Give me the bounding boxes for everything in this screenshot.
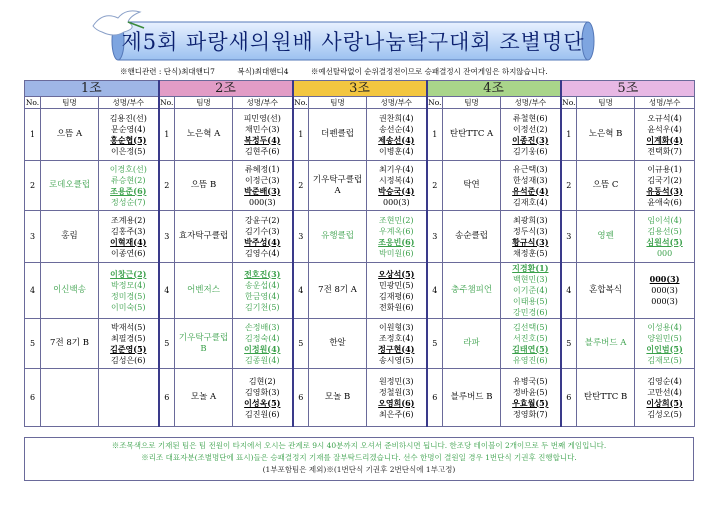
team-name: 유행클럽 <box>309 211 367 263</box>
col-members-header: 성명/부수 <box>501 97 561 109</box>
team-name: 충주챔피언 <box>443 263 501 319</box>
member-name: 000(3) <box>248 197 276 207</box>
col-team-header: 팀명 <box>309 97 367 109</box>
member-name: 김현(2) <box>248 376 276 386</box>
row-number: 1 <box>25 109 41 161</box>
member-name: 조용준(6) <box>110 185 147 196</box>
member-name: 이병훈(4) <box>379 146 414 156</box>
row-number: 1 <box>427 109 443 161</box>
member-name: 고만선(4) <box>647 387 682 397</box>
member-name: 이정근(3) <box>245 175 280 185</box>
row-number: 3 <box>159 211 175 263</box>
member-name: 정성순(7) <box>111 197 146 207</box>
col-no-header: No. <box>160 98 174 107</box>
team-name: 기우탁구클럽 A <box>309 161 367 211</box>
member-name: 김성오(5) <box>647 409 682 419</box>
member-name: 이계화(4) <box>646 134 683 145</box>
footer-line-1: ※조목색으로 기재된 팀은 팀 전원이 타지에서 오시는 관계로 9시 40분까지 오셔서 준비하시면 됩니다. 한조당 테이블이 2개이므로 두 번째 게임입니다. <box>111 441 607 450</box>
member-name: 황규식(3) <box>512 236 549 247</box>
member-name: 유병국(5) <box>513 376 548 386</box>
member-list <box>501 161 561 211</box>
member-name: 이원형(3) <box>379 322 414 332</box>
member-list <box>501 109 561 161</box>
group-5-header: 5조 <box>561 81 695 97</box>
footer-notes <box>24 437 694 481</box>
row-number: 2 <box>159 161 175 211</box>
dove-icon <box>88 6 148 42</box>
member-name: 오영희(6) <box>378 397 415 408</box>
member-list <box>99 211 159 263</box>
title-banner <box>108 18 598 64</box>
row-number: 1 <box>159 109 175 161</box>
row-number: 2 <box>293 161 309 211</box>
member-name: 정바윤(5) <box>513 387 548 397</box>
row-number: 3 <box>561 211 577 263</box>
table-row <box>25 109 695 161</box>
member-name: 유동석(3) <box>646 185 683 196</box>
member-name: 김성은(6) <box>111 355 146 365</box>
member-name: 임이석(4) <box>647 215 682 225</box>
member-list <box>635 211 695 263</box>
member-name: 손정배(3) <box>245 322 280 332</box>
member-list <box>367 109 427 161</box>
team-name: 더펜클럽 <box>309 109 367 161</box>
team-name: 이신백송 <box>41 263 99 319</box>
team-name: 탁연 <box>443 161 501 211</box>
member-name: 윤석우(4) <box>647 124 682 134</box>
member-list <box>367 211 427 263</box>
member-name: 박승국(4) <box>378 185 415 196</box>
col-no-header: No. <box>25 98 40 107</box>
team-name: 모놀 B <box>309 369 367 427</box>
group-table <box>24 80 695 427</box>
member-name: 김준영(5) <box>110 343 147 354</box>
row-number: 4 <box>561 263 577 319</box>
row-number: 4 <box>293 263 309 319</box>
member-name: 제송선(4) <box>378 134 415 145</box>
team-name: 어벤저스 <box>175 263 233 319</box>
member-name: 김기웅(6) <box>513 146 548 156</box>
member-name: 지경환(1) <box>512 263 549 273</box>
member-name: 이정원(4) <box>244 343 281 354</box>
member-list <box>635 109 695 161</box>
member-name: 조정호(4) <box>379 333 414 343</box>
member-name: 이태용(5) <box>513 297 548 306</box>
member-name: 김영화(3) <box>245 387 280 397</box>
member-name: 채정훈(5) <box>513 248 548 258</box>
group-2-header: 2조 <box>159 81 293 97</box>
row-number: 6 <box>561 369 577 427</box>
member-name: 전택화(7) <box>647 146 682 156</box>
col-team-header: 팀명 <box>443 97 501 109</box>
group-header-row <box>25 81 695 97</box>
member-name: 정미경(5) <box>111 291 146 301</box>
row-number: 5 <box>561 319 577 369</box>
team-name: 송순클럽 <box>443 211 501 263</box>
member-list <box>635 319 695 369</box>
member-name: 강윤구(2) <box>245 215 280 225</box>
row-number: 5 <box>293 319 309 369</box>
member-name: 이종연(6) <box>111 248 146 258</box>
row-number: 3 <box>25 211 41 263</box>
member-name: 김종원(4) <box>245 355 280 365</box>
team-name: 노은혁 B <box>577 109 635 161</box>
team-name: 영펜 <box>577 211 635 263</box>
group-4-header: 4조 <box>427 81 561 97</box>
col-team-header: 팀명 <box>175 97 233 109</box>
row-number: 6 <box>25 369 41 427</box>
team-name: 블루버드 B <box>443 369 501 427</box>
row-number: 6 <box>293 369 309 427</box>
member-name: 한금영(4) <box>245 291 280 301</box>
table-row <box>25 161 695 211</box>
team-name: 로데오클럽 <box>41 161 99 211</box>
member-name: 오상석(5) <box>378 268 415 279</box>
member-list <box>635 263 695 319</box>
member-name: 000(3) <box>651 286 678 295</box>
member-list <box>367 319 427 369</box>
team-name: 홍림 <box>41 211 99 263</box>
member-list <box>233 211 293 263</box>
table-row <box>25 263 695 319</box>
member-name: 조계용(2) <box>111 215 146 225</box>
member-name: 조응빈(6) <box>378 236 415 247</box>
member-name: 정영화(7) <box>513 409 548 419</box>
member-name: 복정두(4) <box>244 134 281 145</box>
team-name: 한알 <box>309 319 367 369</box>
col-members-header: 성명/부수 <box>635 97 695 109</box>
member-name: 김재모(5) <box>647 355 682 365</box>
member-name: 송운섭(4) <box>245 280 280 290</box>
member-list <box>233 319 293 369</box>
member-name: 최기우(4) <box>379 164 414 174</box>
member-name: 김기수(3) <box>245 226 280 236</box>
team-name: 기우탁구클럽 B <box>175 319 233 369</box>
member-name: 이경호(선) <box>109 164 147 174</box>
footer-line-2: ※리조 대표자분(조별명단에 표시)들은 승패결정지 기재를 잘부탁드리겠습니다. 선수 한명이 결원일 경우 1번단식 기권후 진행합니다. <box>141 453 577 462</box>
team-name: 블루버드 A <box>577 319 635 369</box>
member-name: 민광민(5) <box>379 280 414 290</box>
member-name: 이규용(1) <box>647 164 682 174</box>
col-team-header: 팀명 <box>41 97 99 109</box>
team-name: 탄탄TTC A <box>443 109 501 161</box>
member-name: 양원민(5) <box>647 333 682 343</box>
col-no-header: No. <box>428 98 442 107</box>
member-name: 류승현(2) <box>111 175 146 185</box>
col-members-header: 성명/부수 <box>99 97 159 109</box>
member-list <box>99 161 159 211</box>
member-name: 000(3) <box>651 297 678 306</box>
group-1-header: 1조 <box>25 81 159 97</box>
member-name: 홍순협(5) <box>110 134 147 145</box>
member-name: 정구현(4) <box>378 343 415 354</box>
row-number: 2 <box>561 161 577 211</box>
col-members-header: 성명/부수 <box>233 97 293 109</box>
column-header-row <box>25 97 695 109</box>
member-name: 김현주(6) <box>245 146 280 156</box>
member-name: 유석준(4) <box>512 185 549 196</box>
member-name: 조현민(2) <box>379 215 414 225</box>
member-name: 유영진(6) <box>513 355 548 365</box>
note-rule: ※예선탈락없이 순위결정전이므로 승패결정시 잔여게임은 하지않습니다. <box>310 67 548 76</box>
member-name: 김용진(선) <box>109 113 147 123</box>
member-name: 000(3) <box>383 197 410 207</box>
member-list <box>367 263 427 319</box>
member-name: 채민수(3) <box>245 124 280 134</box>
member-list <box>99 109 159 161</box>
member-name: 이성옥(5) <box>244 397 281 408</box>
member-name: 원정민(3) <box>379 376 414 386</box>
row-number: 1 <box>293 109 309 161</box>
col-no-header: No. <box>294 98 308 107</box>
page-title: 제5회 파랑새의원배 사랑나눔탁구대회 조별명단 <box>121 30 585 54</box>
member-name: 한성재(3) <box>513 175 548 185</box>
team-name: 효자탁구클럽 <box>175 211 233 263</box>
member-name: 김선택(5) <box>513 322 548 332</box>
member-name: 권찬희(4) <box>379 113 414 123</box>
team-name <box>41 369 99 427</box>
member-name: 이종진(3) <box>512 134 549 145</box>
member-name: 김태연(5) <box>512 343 549 354</box>
member-name: 이상희(5) <box>646 397 683 408</box>
note-handicap-double: 복식)최대핸디4 <box>237 67 289 76</box>
member-name: 백현민(3) <box>513 275 548 284</box>
member-name: 문순영(4) <box>111 124 146 134</box>
team-name: 7전 8기 B <box>41 319 99 369</box>
member-list <box>367 369 427 427</box>
row-number: 6 <box>427 369 443 427</box>
member-name: 전화원(6) <box>379 302 414 312</box>
member-name: 류혜정(1) <box>245 164 280 174</box>
member-name: 강민경(6) <box>513 308 548 317</box>
member-name: 김영수(4) <box>245 248 280 258</box>
row-number: 6 <box>159 369 175 427</box>
member-name: 이기준(4) <box>513 286 548 295</box>
member-name: 전호진(3) <box>244 268 281 279</box>
member-name: 우효월(5) <box>512 397 549 408</box>
member-list <box>233 369 293 427</box>
row-number: 4 <box>25 263 41 319</box>
member-name: 김정숙(4) <box>245 333 280 343</box>
member-name: 서진호(5) <box>513 333 548 343</box>
member-name: 이성용(4) <box>647 322 682 332</box>
member-list <box>99 369 159 427</box>
row-number: 3 <box>293 211 309 263</box>
member-name: 김홍주(3) <box>111 226 146 236</box>
row-number: 5 <box>159 319 175 369</box>
row-number: 2 <box>427 161 443 211</box>
row-number: 1 <box>561 109 577 161</box>
member-name: 이인범(5) <box>646 343 683 354</box>
member-name: 윤애숙(6) <box>647 197 682 207</box>
table-row <box>25 319 695 369</box>
member-name: 김재호(4) <box>513 197 548 207</box>
team-name: 탄탄TTC B <box>577 369 635 427</box>
team-name: 라파 <box>443 319 501 369</box>
col-no-header: No. <box>562 98 576 107</box>
member-name: 김영순(4) <box>647 376 682 386</box>
member-name: 시정복(4) <box>379 175 414 185</box>
team-name: 으뜸 C <box>577 161 635 211</box>
member-list <box>233 161 293 211</box>
member-name: 이혁재(4) <box>110 236 147 247</box>
member-name: 이정선(2) <box>513 124 548 134</box>
member-name: 송시영(5) <box>379 355 414 365</box>
team-name: 으뜸 B <box>175 161 233 211</box>
member-list <box>233 263 293 319</box>
table-body <box>25 109 695 427</box>
member-name: 김진원(6) <box>245 409 280 419</box>
team-name: 혼합복식 <box>577 263 635 319</box>
note-handicap-single: ※핸디관련 : 단식)최대핸디7 <box>120 67 215 76</box>
table-row <box>25 211 695 263</box>
member-name: 박주성(4) <box>244 236 281 247</box>
member-name: 최필경(5) <box>111 333 146 343</box>
member-name: 우계옥(6) <box>379 226 414 236</box>
member-name: 박재석(5) <box>111 322 146 332</box>
member-name: 심원석(5) <box>646 236 683 247</box>
member-name: 유근택(3) <box>513 164 548 174</box>
member-name: 이창근(2) <box>110 268 147 279</box>
member-name: 정철원(3) <box>379 387 414 397</box>
row-number: 2 <box>25 161 41 211</box>
member-name: 이은정(5) <box>111 146 146 156</box>
member-list <box>635 369 695 427</box>
member-name: 김기천(5) <box>245 302 280 312</box>
member-name: 박정모(4) <box>111 280 146 290</box>
member-name: 최광희(3) <box>513 215 548 225</box>
member-name: 박미원(6) <box>379 248 414 258</box>
member-name: 정두식(3) <box>513 226 548 236</box>
member-list <box>233 109 293 161</box>
member-name: 피민영(선) <box>243 113 281 123</box>
member-name: 이미숙(5) <box>111 302 146 312</box>
team-name: 노은혁 A <box>175 109 233 161</box>
footer-line-3: (1부포함팀은 제외)※(1번단식 기권후 2번단식에 1부고정) <box>262 465 456 474</box>
member-name: 김재평(6) <box>379 291 414 301</box>
member-name: 류철현(6) <box>513 113 548 123</box>
member-list <box>501 319 561 369</box>
member-list <box>635 161 695 211</box>
member-list <box>99 319 159 369</box>
row-number: 4 <box>427 263 443 319</box>
col-team-header: 팀명 <box>577 97 635 109</box>
member-name: 오규석(4) <box>647 113 682 123</box>
member-list <box>367 161 427 211</box>
member-name: 000 <box>656 248 673 258</box>
table-row <box>25 369 695 427</box>
col-members-header: 성명/부수 <box>367 97 427 109</box>
member-list <box>501 263 561 319</box>
member-list <box>501 369 561 427</box>
member-name: 최은주(6) <box>379 409 414 419</box>
team-name: 모놀 A <box>175 369 233 427</box>
member-name: 김용선(5) <box>647 226 682 236</box>
member-list <box>501 211 561 263</box>
member-name: 박준배(3) <box>244 185 281 196</box>
team-name: 7전 8기 A <box>309 263 367 319</box>
team-name: 으뜸 A <box>41 109 99 161</box>
group-3-header: 3조 <box>293 81 427 97</box>
notes-line <box>120 66 700 77</box>
row-number: 5 <box>427 319 443 369</box>
row-number: 4 <box>159 263 175 319</box>
row-number: 3 <box>427 211 443 263</box>
row-number: 5 <box>25 319 41 369</box>
member-name: 000(3) <box>649 274 680 284</box>
member-list <box>99 263 159 319</box>
member-name: 송선순(4) <box>379 124 414 134</box>
member-name: 김국기(2) <box>647 175 682 185</box>
